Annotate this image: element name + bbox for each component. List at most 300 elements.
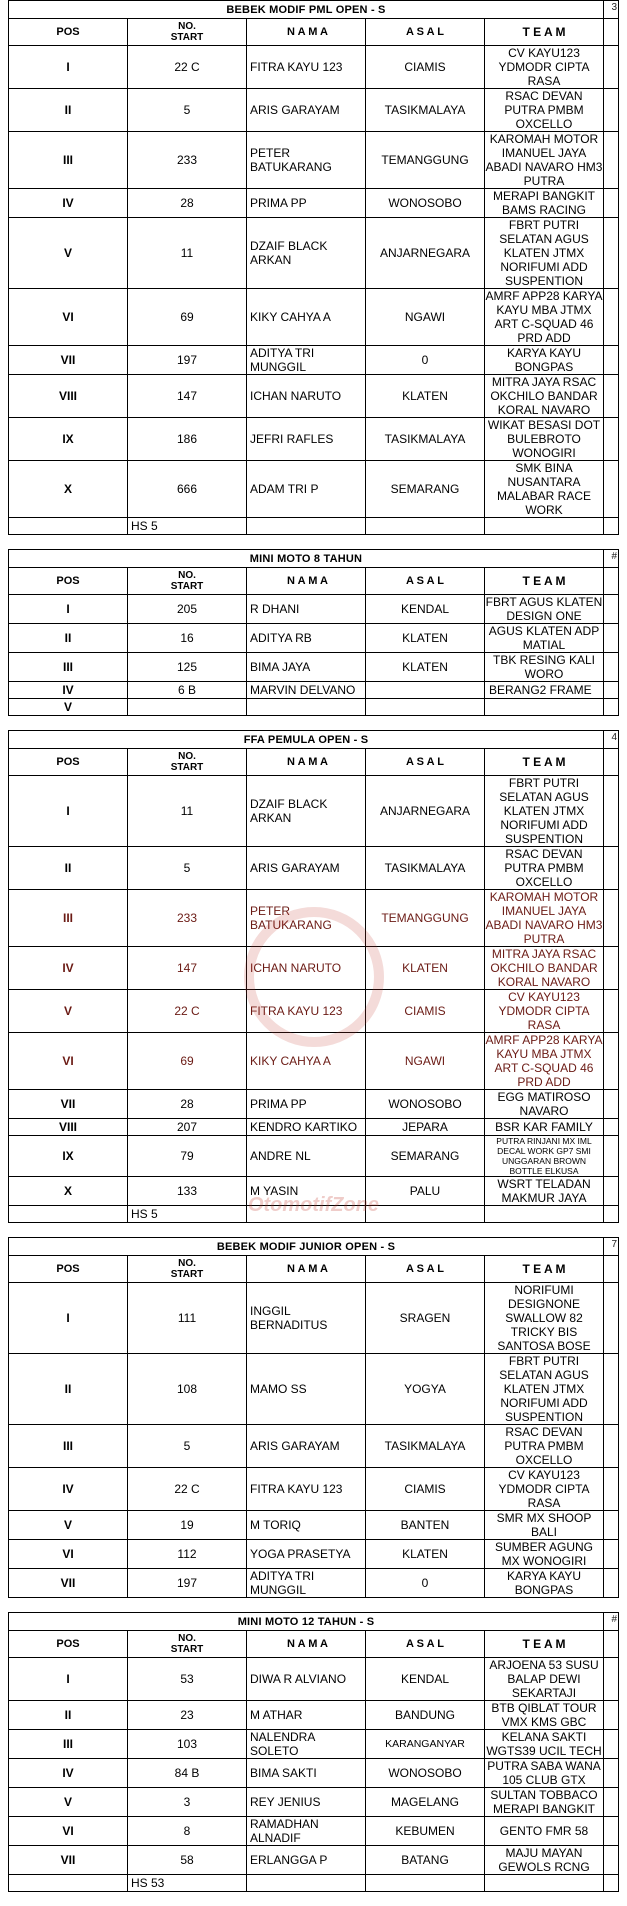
cell-team: MITRA JAYA RSAC OKCHILO BANDAR KORAL NAVARO: [485, 947, 604, 990]
cell-pos: IX: [9, 1136, 128, 1177]
cell-team: RSAC DEVAN PUTRA PMBM OXCELLO: [485, 847, 604, 890]
cell-no: 233: [128, 890, 247, 947]
table-row: [9, 418, 619, 461]
cell-pos: II: [9, 89, 128, 132]
class-block-mini-moto-12: [8, 1612, 619, 1892]
cell-team: FBRT PUTRI SELATAN AGUS KLATEN JTMX NORIFUMI ADD SUSPENTION: [485, 1354, 604, 1425]
table-row: [9, 1817, 619, 1846]
col-team: T E A M: [485, 749, 604, 776]
column-header-row: [9, 568, 619, 595]
side-mark-2: #: [611, 551, 617, 562]
side-stub: [604, 1354, 619, 1425]
cell-no: [128, 699, 247, 716]
cell-nama: ANDRE NL: [247, 1136, 366, 1177]
cell-pos: VI: [9, 1033, 128, 1090]
side-stub: [604, 624, 619, 653]
cell-asal: TEMANGGUNG: [366, 890, 485, 947]
cell-no: 112: [128, 1540, 247, 1569]
cell-asal: 0: [366, 1569, 485, 1598]
col-nama: N A M A: [247, 1631, 366, 1658]
cell-nama: ADAM TRI P: [247, 461, 366, 518]
class-block-bebek-modif-junior: [8, 1237, 619, 1598]
cell-no: 58: [128, 1846, 247, 1875]
col-no-line2: START: [170, 762, 204, 773]
cell-nama: DZAIF BLACK ARKAN: [247, 218, 366, 289]
table-row: [9, 89, 619, 132]
side-stub: [604, 1136, 619, 1177]
column-header-row: [9, 1631, 619, 1658]
side-mark-3: 4: [611, 732, 617, 743]
cell-team: FBRT AGUS KLATEN DESIGN ONE: [485, 595, 603, 623]
cell-asal: WONOSOBO: [366, 1759, 485, 1788]
cell-asal: KENDAL: [366, 1658, 485, 1701]
cell-no: 28: [128, 189, 247, 218]
table-row: [9, 947, 619, 990]
cell-no: 22 C: [128, 1468, 247, 1511]
cell-asal: CIAMIS: [366, 46, 485, 89]
cell-pos: [9, 1206, 128, 1223]
cell-nama: KIKY CAHYA A: [247, 289, 366, 346]
cell-nama: DIWA R ALVIANO: [247, 1658, 366, 1701]
cell-pos: IV: [9, 682, 128, 699]
class-title-row: [9, 1613, 619, 1631]
cell-nama: ICHAN NARUTO: [247, 947, 366, 990]
side-stub: [604, 1511, 619, 1540]
cell-asal: 0: [366, 346, 485, 375]
side-stub: [604, 1090, 619, 1119]
cell-footer: HS 5: [128, 518, 247, 535]
cell-nama: ARIS GARAYAM: [247, 1425, 366, 1468]
cell-asal: NGAWI: [366, 1033, 485, 1090]
table-row: [9, 1846, 619, 1875]
side-stub: [604, 1283, 619, 1354]
results-table: [8, 549, 619, 716]
cell-team: PUTRA SABA WANA 105 CLUB GTX: [485, 1759, 604, 1788]
side-stub: [604, 1177, 619, 1206]
side-stub: [604, 1875, 619, 1892]
col-no-line1: NO.: [178, 1633, 196, 1644]
class-title: FFA PEMULA OPEN - S: [9, 731, 604, 749]
cell-pos: X: [9, 1177, 128, 1206]
cell-team: RSAC DEVAN PUTRA PMBM OXCELLO: [485, 89, 604, 132]
col-pos: POS: [9, 1256, 128, 1283]
table-row: [9, 218, 619, 289]
class-title: MINI MOTO 8 TAHUN: [9, 550, 604, 568]
col-team: T E A M: [485, 1631, 604, 1658]
cell-no: 11: [128, 776, 247, 847]
cell-asal: SRAGEN: [366, 1283, 485, 1354]
cell-nama: ADITYA TRI MUNGGIL: [247, 346, 366, 375]
cell-footer: HS 53: [128, 1875, 247, 1892]
cell-no: 233: [128, 132, 247, 189]
cell-pos: IV: [9, 1759, 128, 1788]
cell-team: MITRA JAYA RSAC OKCHILO BANDAR KORAL NAVARO: [485, 375, 604, 418]
cell-pos: VII: [9, 1090, 128, 1119]
cell-no: 69: [128, 289, 247, 346]
cell-asal: [366, 1875, 485, 1892]
cell-asal: SEMARANG: [366, 461, 485, 518]
col-no-start: [128, 568, 247, 595]
side-stub: [604, 1256, 619, 1283]
cell-nama: R DHANI: [247, 595, 366, 624]
side-stub: [604, 1631, 619, 1658]
cell-asal: BANDUNG: [366, 1701, 485, 1730]
table-row: [9, 1759, 619, 1788]
cell-nama: ICHAN NARUTO: [247, 375, 366, 418]
cell-team: CV KAYU123 YDMODR CIPTA RASA: [485, 1468, 604, 1511]
cell-asal: BATANG: [366, 1846, 485, 1875]
cell-nama: PRIMA PP: [247, 1090, 366, 1119]
column-header-row: [9, 1256, 619, 1283]
cell-nama: BIMA SAKTI: [247, 1759, 366, 1788]
cell-team: ARJOENA 53 SUSU BALAP DEWI SEKARTAJI: [485, 1658, 604, 1701]
side-stub: [604, 1540, 619, 1569]
table-row: [9, 1354, 619, 1425]
side-stub: [604, 132, 619, 189]
cell-asal: ANJARNEGARA: [366, 218, 485, 289]
cell-nama: [247, 699, 366, 716]
cell-pos: IX: [9, 418, 128, 461]
class-title-row: [9, 550, 619, 568]
side-mark-1: 3: [611, 2, 617, 13]
cell-asal: WONOSOBO: [366, 1090, 485, 1119]
table-row: [9, 1730, 619, 1759]
cell-asal: KARANGANYAR: [366, 1730, 485, 1759]
cell-team: PUTRA RINJANI MX IML DECAL WORK GP7 SMI UNGGARAN BROWN BOTTLE ELKUSA: [485, 1136, 604, 1177]
cell-nama: [247, 1875, 366, 1892]
table-row: [9, 189, 619, 218]
cell-team: BERANG2 FRAME: [485, 682, 604, 699]
cell-pos: I: [9, 776, 128, 847]
side-stub: [604, 189, 619, 218]
watermark-text: OtomotifZone: [247, 1194, 380, 1216]
class-block-ffa-pemula: [8, 730, 619, 1223]
results-table: [8, 1237, 619, 1598]
side-mark-5: #: [611, 1614, 617, 1625]
cell-pos: X: [9, 461, 128, 518]
cell-asal: [366, 682, 485, 699]
cell-no: 28: [128, 1090, 247, 1119]
cell-no: 197: [128, 346, 247, 375]
table-row: [9, 1540, 619, 1569]
cell-team: FBRT PUTRI SELATAN AGUS KLATEN JTMX NORIFUMI ADD SUSPENTION: [485, 218, 604, 289]
cell-asal: BANTEN: [366, 1511, 485, 1540]
cell-pos: VIII: [9, 375, 128, 418]
cell-nama: INGGIL BERNADITUS: [247, 1283, 366, 1354]
cell-nama: ARIS GARAYAM: [247, 847, 366, 890]
cell-pos: II: [9, 1354, 128, 1425]
cell-pos: [9, 518, 128, 535]
cell-team: BTB QIBLAT TOUR VMX KMS GBC: [485, 1701, 604, 1730]
side-stub: [604, 418, 619, 461]
side-stub: [604, 653, 619, 682]
cell-pos: I: [9, 595, 128, 624]
cell-team: [485, 1206, 604, 1223]
side-stub: [604, 1206, 619, 1223]
table-row: [9, 46, 619, 89]
cell-team: [485, 518, 604, 535]
cell-nama: RAMADHAN ALNADIF: [247, 1817, 366, 1846]
cell-no: 23: [128, 1701, 247, 1730]
cell-team: SUMBER AGUNG MX WONOGIRI: [485, 1540, 604, 1569]
side-stub: [604, 1033, 619, 1090]
side-stub: [604, 749, 619, 776]
cell-no: 19: [128, 1511, 247, 1540]
cell-nama: KENDRO KARTIKO: [247, 1119, 366, 1136]
class-title-row: [9, 731, 619, 749]
cell-no: 8: [128, 1817, 247, 1846]
cell-pos: VII: [9, 346, 128, 375]
side-mark-4: 7: [611, 1239, 617, 1250]
cell-pos: VI: [9, 289, 128, 346]
side-stub: [604, 46, 619, 89]
cell-asal: KEBUMEN: [366, 1817, 485, 1846]
class-title: MINI MOTO 12 TAHUN - S: [9, 1613, 604, 1631]
table-row: [9, 1283, 619, 1354]
table-row: [9, 1136, 619, 1177]
cell-nama: JEFRI RAFLES: [247, 418, 366, 461]
cell-pos: V: [9, 218, 128, 289]
cell-no: 3: [128, 1788, 247, 1817]
side-stub: [604, 289, 619, 346]
cell-asal: YOGYA: [366, 1354, 485, 1425]
cell-nama: DZAIF BLACK ARKAN: [247, 776, 366, 847]
class-title-row: [9, 1, 619, 19]
table-row: [9, 653, 619, 682]
side-stub: [604, 1119, 619, 1136]
cell-team: AMRF APP28 KARYA KAYU MBA JTMX ART C-SQUAD 46 PRD ADD: [485, 1033, 603, 1089]
table-row: [9, 375, 619, 418]
cell-team: [485, 1875, 604, 1892]
cell-footer: HS 5: [128, 1206, 247, 1223]
cell-team: WSRT TELADAN MAKMUR JAYA: [485, 1177, 604, 1206]
cell-asal: SEMARANG: [366, 1136, 485, 1177]
side-stub: [604, 990, 619, 1033]
side-stub: [604, 1658, 619, 1701]
table-row: [9, 776, 619, 847]
cell-no: 22 C: [128, 46, 247, 89]
side-stub: [604, 847, 619, 890]
results-table: [8, 1612, 619, 1892]
cell-asal: TASIKMALAYA: [366, 89, 485, 132]
cell-nama: ERLANGGA P: [247, 1846, 366, 1875]
cell-pos: VII: [9, 1846, 128, 1875]
column-header-row: [9, 19, 619, 46]
cell-no: 5: [128, 89, 247, 132]
cell-pos: II: [9, 847, 128, 890]
cell-asal: CIAMIS: [366, 1468, 485, 1511]
cell-pos: III: [9, 1730, 128, 1759]
table-row: [9, 1701, 619, 1730]
table-row: [9, 1658, 619, 1701]
cell-no: 147: [128, 947, 247, 990]
cell-pos: VIII: [9, 1119, 128, 1136]
cell-no: 197: [128, 1569, 247, 1598]
cell-pos: I: [9, 1658, 128, 1701]
side-stub: [604, 89, 619, 132]
class-title: BEBEK MODIF JUNIOR OPEN - S: [9, 1238, 604, 1256]
table-row: [9, 682, 619, 699]
class-title: BEBEK MODIF PML OPEN - S: [9, 1, 604, 19]
col-no-start: [128, 19, 247, 46]
side-stub: [604, 461, 619, 518]
cell-pos: VI: [9, 1817, 128, 1846]
cell-asal: NGAWI: [366, 289, 485, 346]
cell-no: 5: [128, 1425, 247, 1468]
cell-pos: III: [9, 1425, 128, 1468]
cell-no: 666: [128, 461, 247, 518]
cell-team: WIKAT BESASI DOT BULEBROTO WONOGIRI: [485, 418, 604, 461]
cell-no: 6 B: [128, 682, 247, 699]
cell-pos: I: [9, 1283, 128, 1354]
side-stub: [604, 595, 619, 624]
cell-no: 147: [128, 375, 247, 418]
cell-asal: TASIKMALAYA: [366, 418, 485, 461]
side-stub: [604, 947, 619, 990]
col-pos: POS: [9, 1631, 128, 1658]
cell-team: SULTAN TOBBACO MERAPI BANGKIT: [485, 1788, 604, 1817]
cell-no: 108: [128, 1354, 247, 1425]
col-no-start: [128, 1631, 247, 1658]
table-row: [9, 990, 619, 1033]
cell-team: MAJU MAYAN GEWOLS RCNG: [485, 1846, 604, 1875]
cell-nama: PETER BATUKARANG: [247, 132, 366, 189]
side-stub: [604, 1846, 619, 1875]
col-nama: N A M A: [247, 749, 366, 776]
cell-asal: TASIKMALAYA: [366, 847, 485, 890]
cell-nama: FITRA KAYU 123: [247, 990, 366, 1033]
side-stub: [604, 1701, 619, 1730]
side-stub: [604, 375, 619, 418]
footer-row: [9, 1875, 619, 1892]
cell-pos: I: [9, 46, 128, 89]
footer-row: [9, 518, 619, 535]
cell-team: [485, 699, 604, 716]
side-stub: [604, 1788, 619, 1817]
cell-nama: KIKY CAHYA A: [247, 1033, 366, 1090]
col-nama: N A M A: [247, 19, 366, 46]
cell-no: 11: [128, 218, 247, 289]
cell-team: EGG MATIROSO NAVARO: [485, 1090, 604, 1119]
cell-asal: KLATEN: [366, 1540, 485, 1569]
table-row: [9, 1468, 619, 1511]
cell-team: NORIFUMI DESIGNONE SWALLOW 82 TRICKY BIS SANTOSA BOSE: [485, 1283, 604, 1354]
cell-no: 16: [128, 624, 247, 653]
col-asal: A S A L: [366, 19, 485, 46]
cell-asal: JEPARA: [366, 1119, 485, 1136]
side-stub: [604, 518, 619, 535]
table-row: [9, 1425, 619, 1468]
side-stub: [604, 346, 619, 375]
side-stub: [604, 1759, 619, 1788]
cell-team: KELANA SAKTI WGTS39 UCIL TECH: [486, 1730, 602, 1758]
cell-pos: V: [9, 1788, 128, 1817]
cell-pos: VI: [9, 1540, 128, 1569]
table-row: [9, 890, 619, 947]
cell-team: KAROMAH MOTOR IMANUEL JAYA ABADI NAVARO HM3 PUTRA: [485, 890, 603, 946]
cell-nama: M YASIN: [247, 1177, 366, 1206]
cell-nama: BIMA JAYA: [247, 653, 366, 682]
table-row: [9, 1788, 619, 1817]
col-no-start: [128, 749, 247, 776]
cell-nama: REY JENIUS: [247, 1788, 366, 1817]
cell-team: AGUS KLATEN ADP MATIAL: [485, 624, 604, 653]
cell-nama: PETER BATUKARANG: [247, 890, 366, 947]
cell-asal: TASIKMALAYA: [366, 1425, 485, 1468]
table-row: [9, 132, 619, 189]
cell-no: 186: [128, 418, 247, 461]
cell-team: TBK RESING KALI WORO: [485, 653, 604, 682]
cell-no: 205: [128, 595, 247, 624]
cell-nama: M ATHAR: [247, 1701, 366, 1730]
class-block-mini-moto-8: [8, 549, 619, 716]
table-row: [9, 346, 619, 375]
cell-nama: MARVIN DELVANO: [247, 682, 366, 699]
table-row: [9, 699, 619, 716]
table-row: [9, 624, 619, 653]
table-row: [9, 1119, 619, 1136]
cell-pos: II: [9, 624, 128, 653]
column-header-row: [9, 749, 619, 776]
class-title-row: [9, 1238, 619, 1256]
cell-asal: KLATEN: [366, 624, 485, 653]
col-asal: A S A L: [366, 749, 485, 776]
cell-pos: V: [9, 990, 128, 1033]
cell-pos: III: [9, 890, 128, 947]
cell-no: 84 B: [128, 1759, 247, 1788]
cell-team: KARYA KAYU BONGPAS: [485, 1569, 604, 1598]
cell-team: GENTO FMR 58: [485, 1817, 604, 1846]
col-nama: N A M A: [247, 1256, 366, 1283]
table-row: [9, 1090, 619, 1119]
cell-no: 53: [128, 1658, 247, 1701]
cell-no: 103: [128, 1730, 247, 1759]
col-pos: POS: [9, 568, 128, 595]
cell-no: 207: [128, 1119, 247, 1136]
cell-team: FBRT PUTRI SELATAN AGUS KLATEN JTMX NORIFUMI ADD SUSPENTION: [485, 776, 604, 847]
cell-asal: [366, 518, 485, 535]
cell-asal: TEMANGGUNG: [366, 132, 485, 189]
cell-no: 111: [128, 1283, 247, 1354]
col-no-line1: NO.: [178, 21, 196, 32]
table-row: [9, 595, 619, 624]
cell-team: KAROMAH MOTOR IMANUEL JAYA ABADI NAVARO HM3 PUTRA: [485, 132, 603, 188]
cell-nama: PRIMA PP: [247, 189, 366, 218]
cell-no: 79: [128, 1136, 247, 1177]
cell-asal: KENDAL: [366, 595, 485, 624]
cell-pos: V: [9, 699, 128, 716]
side-stub: [604, 1468, 619, 1511]
col-no-line2: START: [170, 1269, 204, 1280]
side-stub: [604, 1425, 619, 1468]
cell-asal: CIAMIS: [366, 990, 485, 1033]
cell-nama: FITRA KAYU 123: [247, 1468, 366, 1511]
cell-pos: III: [9, 653, 128, 682]
cell-nama: [247, 518, 366, 535]
cell-no: 69: [128, 1033, 247, 1090]
col-no-line2: START: [170, 1644, 204, 1655]
cell-asal: KLATEN: [366, 653, 485, 682]
table-row: [9, 1569, 619, 1598]
cell-nama: FITRA KAYU 123: [247, 46, 366, 89]
col-no-line2: START: [170, 32, 204, 43]
table-row: [9, 289, 619, 346]
cell-pos: V: [9, 1511, 128, 1540]
side-stub: [604, 682, 619, 699]
side-stub: [604, 568, 619, 595]
cell-pos: IV: [9, 189, 128, 218]
col-no-line1: NO.: [178, 1258, 196, 1269]
